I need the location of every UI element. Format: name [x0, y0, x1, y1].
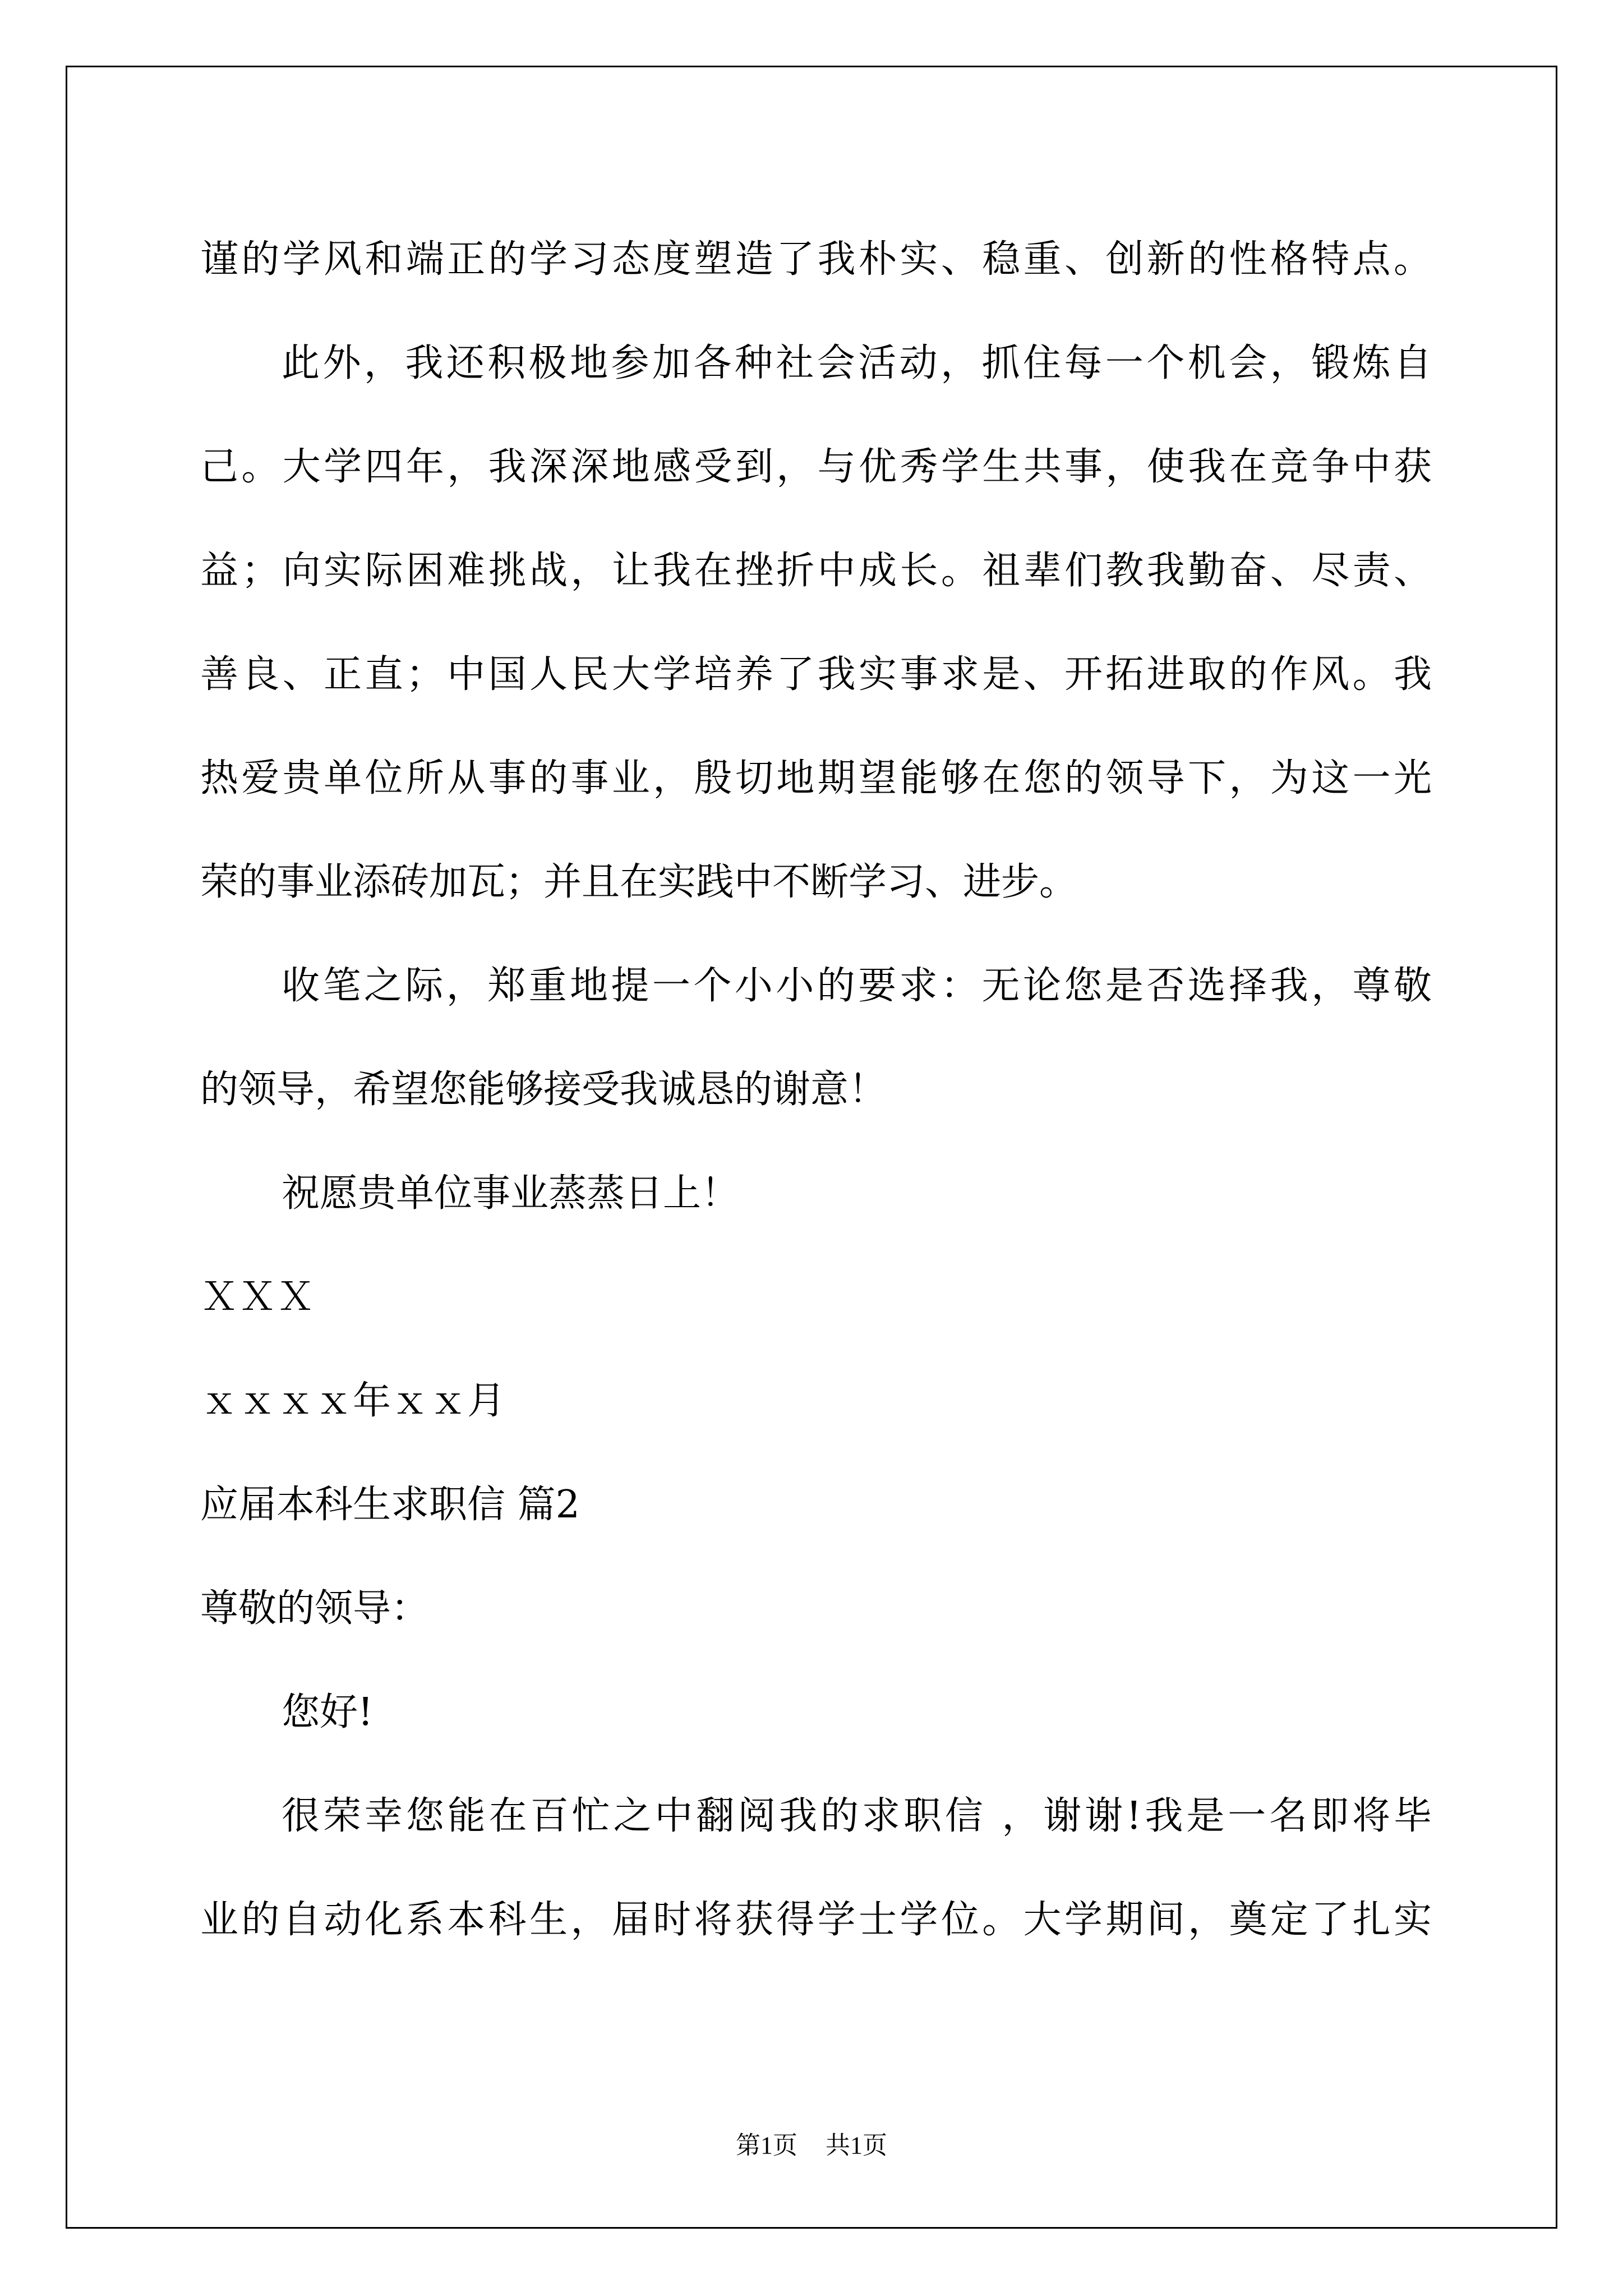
paragraph-line: 己。大学四年，我深深地感受到，与优秀学生共事，使我在竞争中获	[200, 445, 1432, 489]
paragraph-line: 业的自动化系本科生，届时将获得学士学位。大学期间，奠定了扎实	[200, 1898, 1432, 1942]
paragraph-line: 收笔之际，郑重地提一个小小的要求：无论您是否选择我，尊敬	[282, 964, 1432, 1008]
closing-wish: 祝愿贵单位事业蒸蒸日上！	[282, 1171, 740, 1216]
greeting: 您好!	[282, 1690, 374, 1734]
paragraph-line: 益；向实际困难挑战，让我在挫折中成长。祖辈们教我勤奋、尽责、	[200, 549, 1432, 593]
paragraph-line: 的领导，希望您能够接受我诚恳的谢意！	[200, 1068, 887, 1112]
paragraph-line: 此外，我还积极地参加各种社会活动，抓住每一个机会，锻炼自	[282, 341, 1432, 385]
page-number: 第1页	[736, 2132, 797, 2159]
signature-name: ＸＸＸ	[200, 1275, 315, 1319]
page-total: 共1页	[826, 2132, 887, 2159]
paragraph-line: 荣的事业添砖加瓦；并且在实践中不断学习、进步。	[200, 860, 1078, 904]
document-body	[200, 208, 1432, 1972]
paragraph-line: 很荣幸您能在百忙之中翻阅我的求职信 ，谢谢!我是一名即将毕	[282, 1794, 1432, 1838]
signature-date: ｘｘｘｘ年ｘｘ月	[200, 1379, 506, 1423]
page-footer	[0, 2129, 1623, 2162]
paragraph-line: 热爱贵单位所从事的事业，殷切地期望能够在您的领导下，为这一光	[200, 756, 1432, 800]
paragraph-line: 善良、正直；中国人民大学培养了我实事求是、开拓进取的作风。我	[200, 652, 1432, 697]
section-title: 应届本科生求职信 篇2	[200, 1483, 580, 1527]
paragraph-line: 谨的学风和端正的学习态度塑造了我朴实、稳重、创新的性格特点。	[200, 237, 1432, 282]
salutation: 尊敬的领导：	[200, 1586, 430, 1631]
